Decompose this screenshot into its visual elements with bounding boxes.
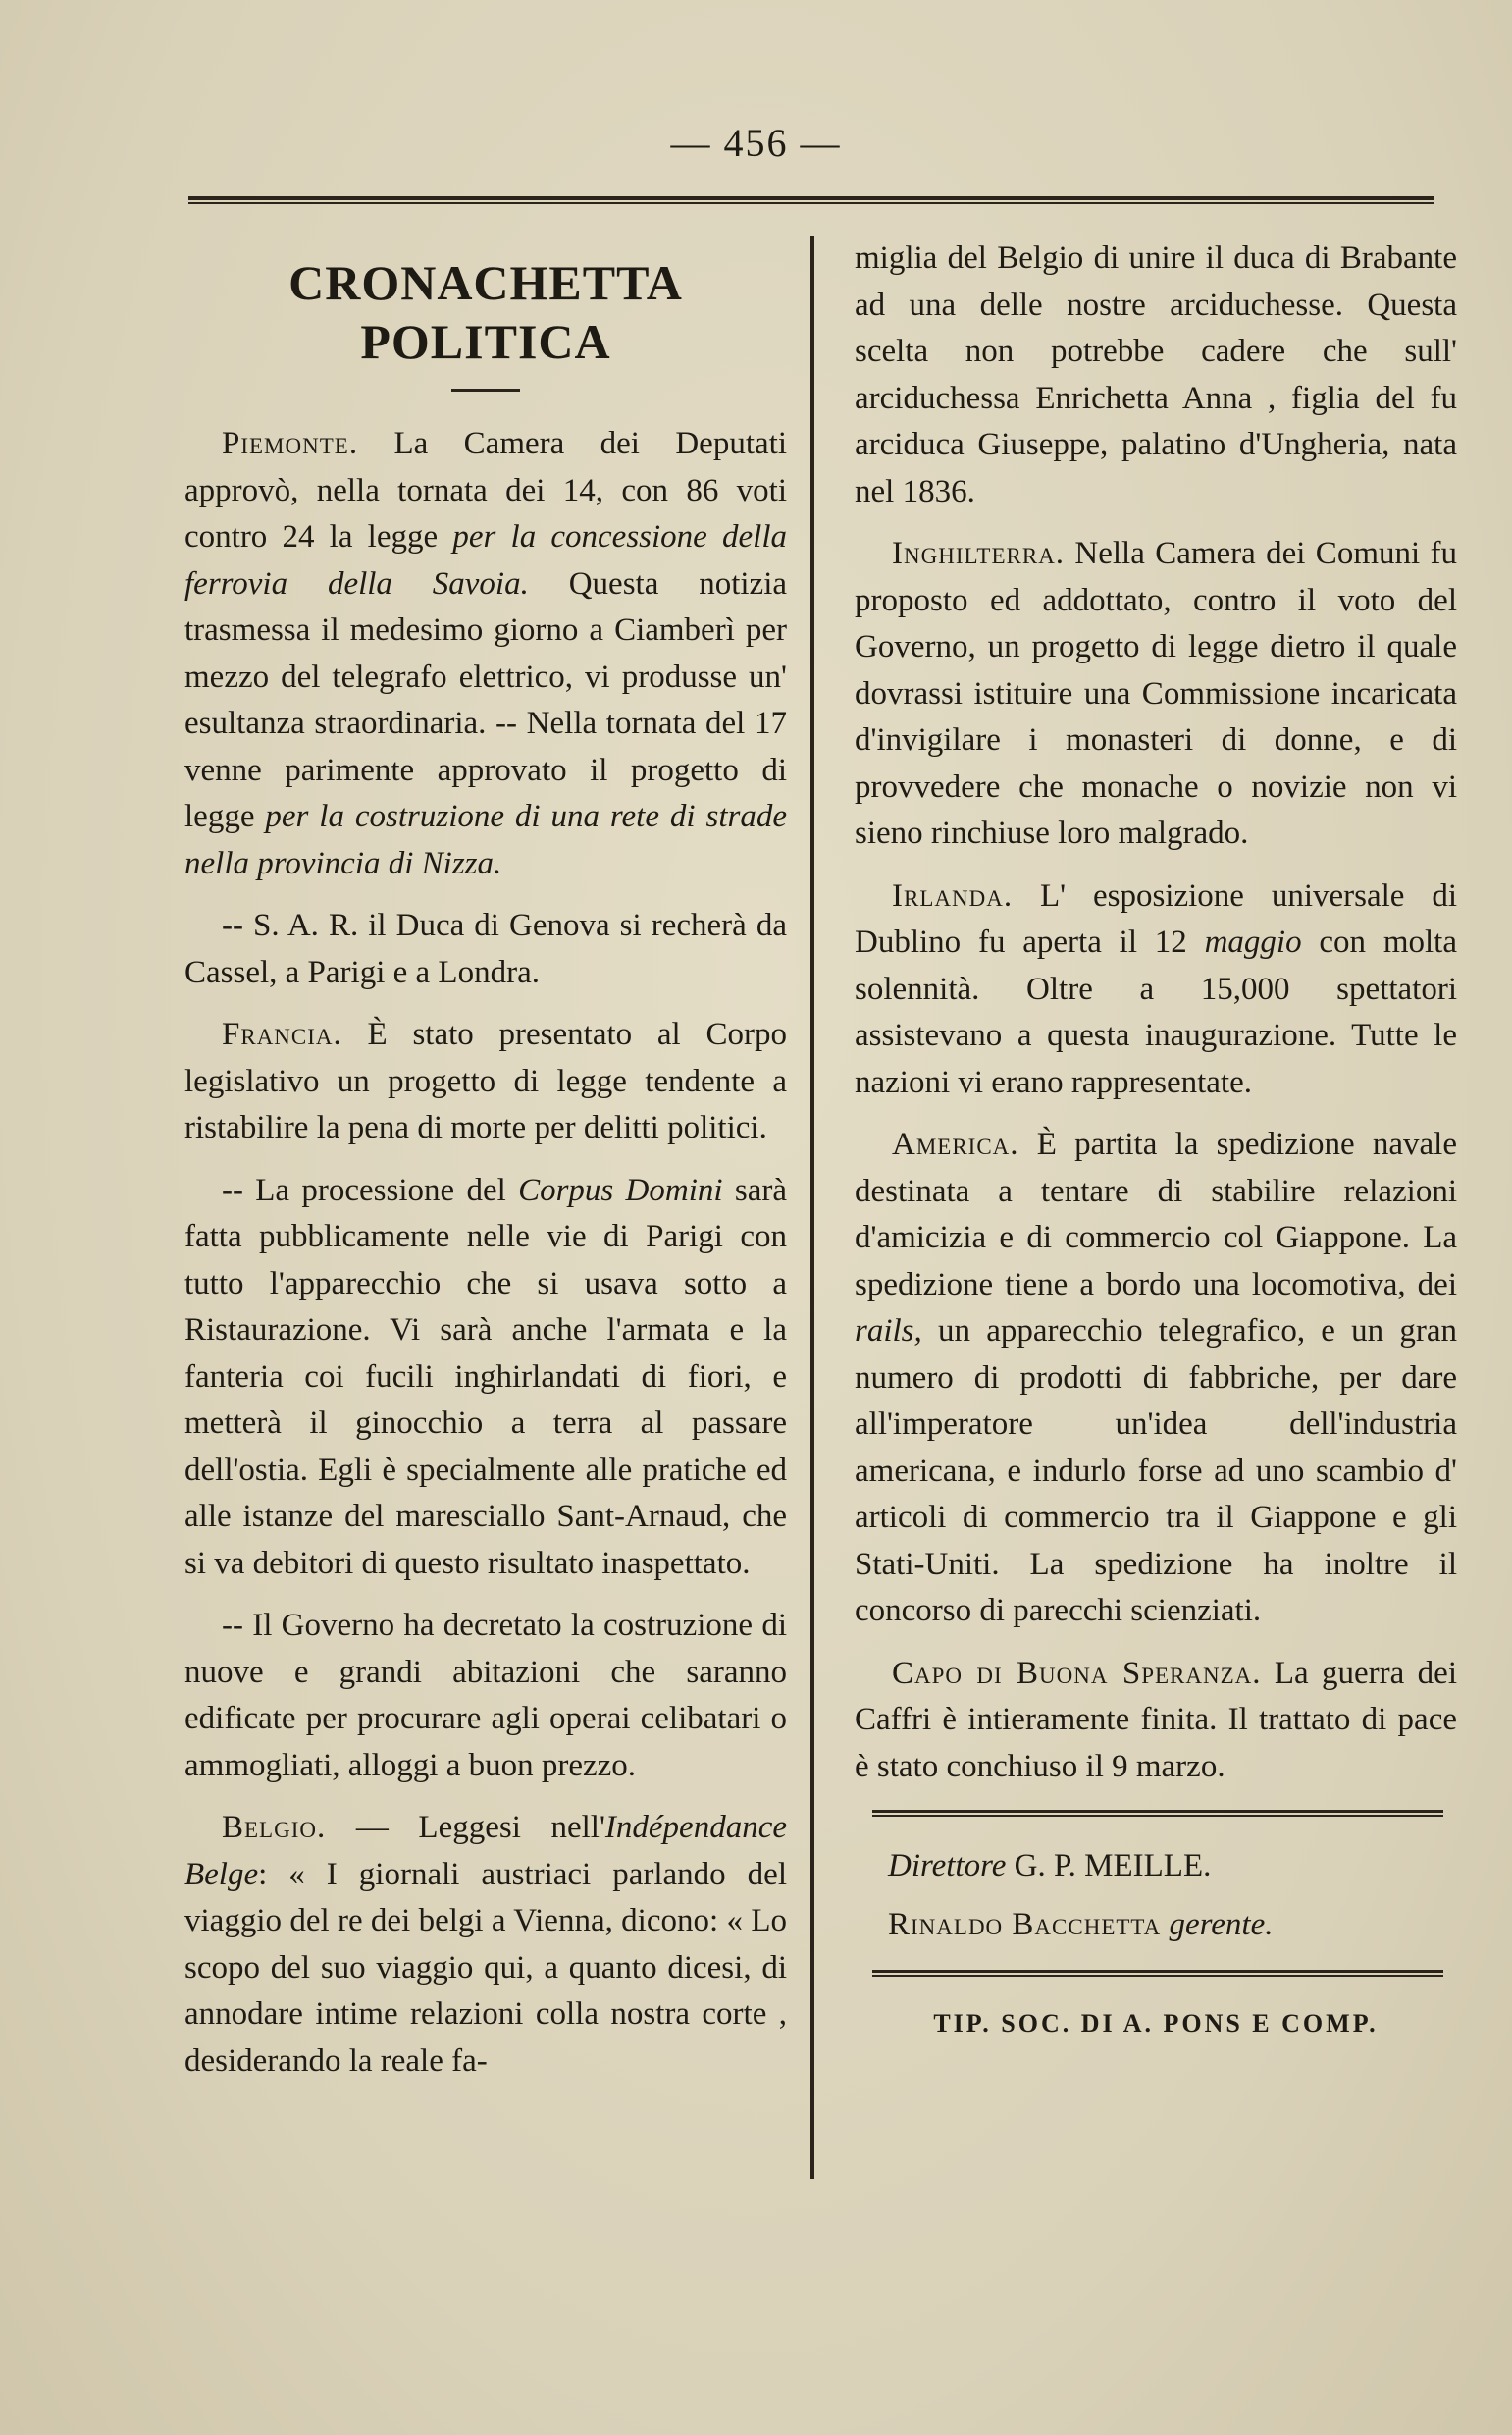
italic-text: Indépendance Belge (184, 1810, 787, 1892)
country-heading-piemonte: Piemonte. (222, 426, 359, 461)
paragraph-francia-2 (184, 1168, 787, 1588)
italic-text: rails, (855, 1313, 922, 1349)
manager-name: Rinaldo Bacchetta (888, 1907, 1162, 1942)
italic-text: per la costruzione di una rete di strade nella provincia di Nizza. (184, 799, 787, 881)
paragraph-text: un apparecchio telegrafico, e un gran numero di prodotti di fabbriche, per dare all'imperatore un'idea dell'industria americana, e indurlo forse ad uno scambio d' articoli di commercio tra il Giappone e gli Stati-Uniti. La spedizione ha inoltre il concorso di parecchi scienziati. (855, 1313, 1457, 1628)
director-name: G. P. MEILLE. (1006, 1848, 1212, 1883)
paragraph-text: — Leggesi nell' (326, 1810, 605, 1845)
paragraph-text: Nella Camera dei Comuni fu proposto ed addottato, contro il voto del Governo, un progetto di legge dietro il quale dovrassi istituire una Commissione incaricata d'invigilare i monasteri di donne, e di provvedere che monache o novizie non vi sieno rinchiuse loro malgrado. (855, 536, 1457, 851)
country-heading-irlanda: Irlanda. (892, 877, 1014, 914)
paragraph-text: Questa notizia trasmessa il medesimo giorno a Ciamberì per mezzo del telegrafo elettrico, vi produsse un' esultanza straordinaria. -- Nella tornata del 17 venne parimente approvato il progetto di legge (184, 565, 788, 834)
country-heading-inghilterra: Inghilterra. (892, 536, 1066, 571)
country-heading-capo: Capo di Buona Speranza. (892, 1655, 1262, 1691)
signature-rule-bottom (872, 1970, 1443, 1977)
paragraph-inghilterra (855, 531, 1457, 858)
italic-text: maggio (1204, 925, 1302, 960)
section-title: CRONACHETTA POLITICA (288, 255, 683, 369)
paragraph-belgio (184, 1805, 787, 2085)
paragraph-piemonte (184, 421, 787, 887)
country-heading-america: America. (892, 1127, 1019, 1162)
paragraph-text: -- La processione del (222, 1172, 519, 1208)
printer-imprint: TIP. SOC. DI A. PONS E COMP. (933, 2009, 1379, 2038)
director-label: Direttore (888, 1848, 1007, 1883)
paragraph-text: La Camera dei Deputati approvò, nella tornata dei 14, con 86 voti contro 24 la legge (184, 426, 787, 555)
italic-text: Corpus Domini (518, 1172, 723, 1208)
signature-rule (872, 1810, 1443, 1817)
paragraph-francia (184, 1012, 787, 1152)
paragraph-francia-3: -- Il Governo ha decretato la costruzione di nuove e grandi abitazioni che saranno edificate per procurare agli operai celibatari o ammogliati, alloggi a buon prezzo. (184, 1608, 787, 1783)
paragraph-text: : « I giornali austriaci parlando del viaggio del re dei belgi a Vienna, dicono: « Lo scopo del suo viaggio qui, a quanto dicesi, di annodare intime relazioni colla nostra corte , desiderando la reale fa- (184, 1856, 787, 2079)
country-heading-belgio: Belgio. (222, 1810, 327, 1845)
manager-label: gerente. (1161, 1907, 1274, 1942)
italic-text: per la concessione della ferrovia della Savoia. (184, 519, 787, 602)
paragraph-text: con molta solennità. Oltre a 15,000 spettatori assistevano a questa inaugurazione. Tutte le nazioni vi erano rappresentate. (855, 925, 1457, 1100)
director-line (855, 1840, 1457, 1891)
paragraph-text: È stato presentato al Corpo legislativo un progetto di legge tendente a ristabilire la pena di morte per delitti politici. (184, 1017, 787, 1145)
left-column (184, 236, 787, 2100)
column-divider (810, 236, 814, 2179)
manager-line (855, 1899, 1457, 1950)
title-rule (451, 389, 520, 392)
paragraph-piemonte-2: -- S. A. R. il Duca di Genova si recherà da Cassel, a Parigi e a Londra. (184, 908, 787, 990)
paragraph-text: La guerra dei Caffri è intieramente finita. Il trattato di pace è stato conchiuso il 9 marzo. (855, 1655, 1457, 1784)
paragraph-text: L' esposizione universale di Dublino fu aperta il 12 (855, 877, 1457, 960)
paragraph-belgio-continued: miglia del Belgio di unire il duca di Brabante ad una delle nostre arciduchesse. Questa scelta non potrebbe cadere che sull' arciduchessa Enrichetta Anna , figlia del fu arciduca Giuseppe, palatino d'Ungheria, nata nel 1836. (855, 240, 1457, 509)
paragraph-text: È partita la spedizione navale destinata a tentare di stabilire relazioni d'amicizia e di commercio col Giappone. La spedizione tiene a bordo una locomotiva, dei (855, 1127, 1457, 1302)
paragraph-irlanda (855, 873, 1457, 1107)
paragraph-america (855, 1122, 1457, 1635)
paragraph-text: sarà fatta pubblicamente nelle vie di Parigi con tutto l'apparecchio che si usava sotto a Ristaurazione. Vi sarà anche l'armata e la fanteria coi fucili inghirlandati di fiori, e metterà il ginocchio a terra al passare dell'ostia. Egli è specialmente alle pratiche ed alle istanze del maresciallo Sant-Arnaud, che si va debitori di questo risultato inaspettato. (184, 1172, 787, 1581)
paragraph-capo (855, 1651, 1457, 1791)
right-column (855, 236, 1457, 2047)
page-number: — 456 — (670, 121, 842, 165)
country-heading-francia: Francia. (222, 1017, 342, 1052)
header-rule (188, 196, 1434, 204)
